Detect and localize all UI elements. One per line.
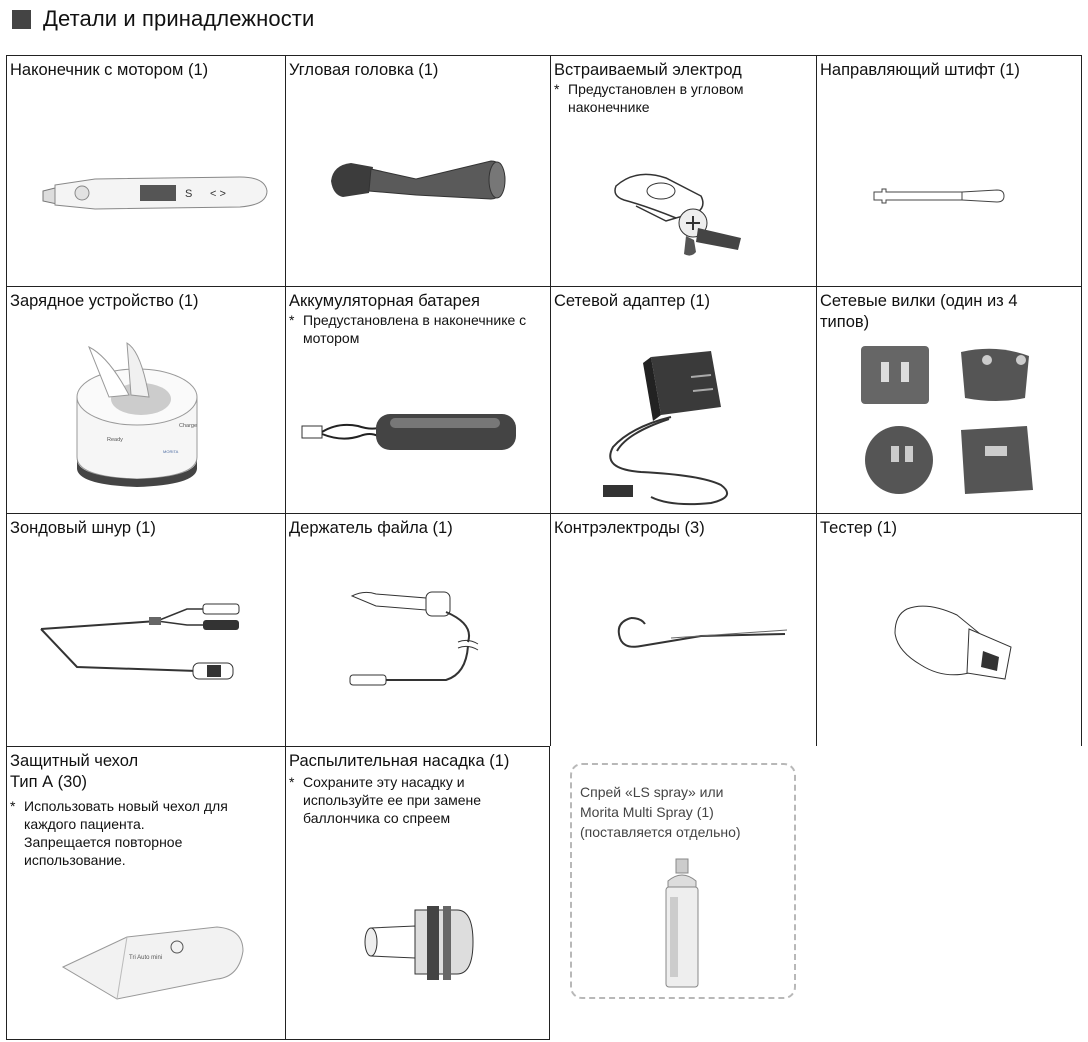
probe-cord-image xyxy=(37,599,257,699)
item-name: Наконечник с мотором (1) xyxy=(10,61,209,79)
cell-handpiece xyxy=(6,55,285,286)
charger-brand: MORITA xyxy=(163,449,179,454)
cell-angle-head xyxy=(285,55,550,286)
file-holder-image xyxy=(346,584,496,704)
cell-ac-adapter xyxy=(550,286,816,513)
display-symbol: S xyxy=(185,188,193,200)
electrode-image xyxy=(606,166,756,261)
guide-pin-image xyxy=(872,184,1012,208)
item-name: Встраиваемый электрод xyxy=(554,61,742,79)
item-name: Зарядное устройство (1) xyxy=(10,292,199,310)
motor-handpiece-image xyxy=(35,171,275,221)
display-arrows: < > xyxy=(210,188,226,200)
spray-optional-box xyxy=(570,763,796,999)
plugs-image xyxy=(857,342,1037,497)
cell-spray-nozzle xyxy=(285,746,550,1040)
cell-probe-cord xyxy=(6,513,285,746)
spray-description: Спрей «LS spray» или Morita Multi Spray (1) (поставляется отдельно) xyxy=(580,784,741,840)
charger-image xyxy=(69,337,209,487)
cell-battery xyxy=(285,286,550,513)
battery-image xyxy=(298,402,528,462)
sheath-image xyxy=(57,907,257,1007)
cell-file-holder xyxy=(285,513,550,746)
item-name: Аккумуляторная батарея xyxy=(289,292,480,310)
parts-grid xyxy=(6,55,1082,1042)
item-note: * Использовать новый чехол для каждого пациента. Запрещается повторное использование. xyxy=(10,798,228,868)
item-name: Защитный чехол Тип А (30) xyxy=(10,752,139,791)
item-note: * Предустановлена в наконечнике с мотором xyxy=(289,312,527,346)
charge-label: Charge xyxy=(179,423,198,429)
item-name: Сетевые вилки (один из 4 типов) xyxy=(820,292,1018,331)
cell-electrode xyxy=(550,55,816,286)
item-name: Сетевой адаптер (1) xyxy=(554,292,711,310)
item-name: Контрэлектроды (3) xyxy=(554,519,705,537)
cell-counter-electrodes xyxy=(550,513,816,746)
angle-head-image xyxy=(321,151,521,231)
section-heading xyxy=(12,5,314,33)
cell-plugs xyxy=(816,286,1082,513)
ac-adapter-image xyxy=(591,347,771,507)
cell-tester xyxy=(816,513,1082,746)
item-name: Тестер (1) xyxy=(820,519,898,537)
heading-text: Детали и принадлежности xyxy=(43,6,315,31)
cell-sheath xyxy=(6,746,285,1040)
ready-label: Ready xyxy=(107,437,123,443)
counter-electrode-image xyxy=(611,614,791,664)
item-name: Зондовый шнур (1) xyxy=(10,519,156,537)
spray-nozzle-image xyxy=(361,902,481,997)
item-name: Распылительная насадка (1) xyxy=(289,752,510,770)
heading-square-icon xyxy=(12,10,31,29)
sheath-logo: Tri Auto mini xyxy=(129,955,163,961)
item-name: Держатель файла (1) xyxy=(289,519,453,537)
item-note: * Сохраните эту насадку и используйте ее при замене баллончика со спреем xyxy=(289,774,482,826)
tester-image xyxy=(887,599,1027,689)
cell-guide-pin xyxy=(816,55,1082,286)
spray-can-image xyxy=(660,857,704,991)
cell-charger xyxy=(6,286,285,513)
item-name: Направляющий штифт (1) xyxy=(820,61,1020,79)
item-note: * Предустановлен в угловом наконечнике xyxy=(554,81,744,115)
item-name: Угловая головка (1) xyxy=(289,61,439,79)
